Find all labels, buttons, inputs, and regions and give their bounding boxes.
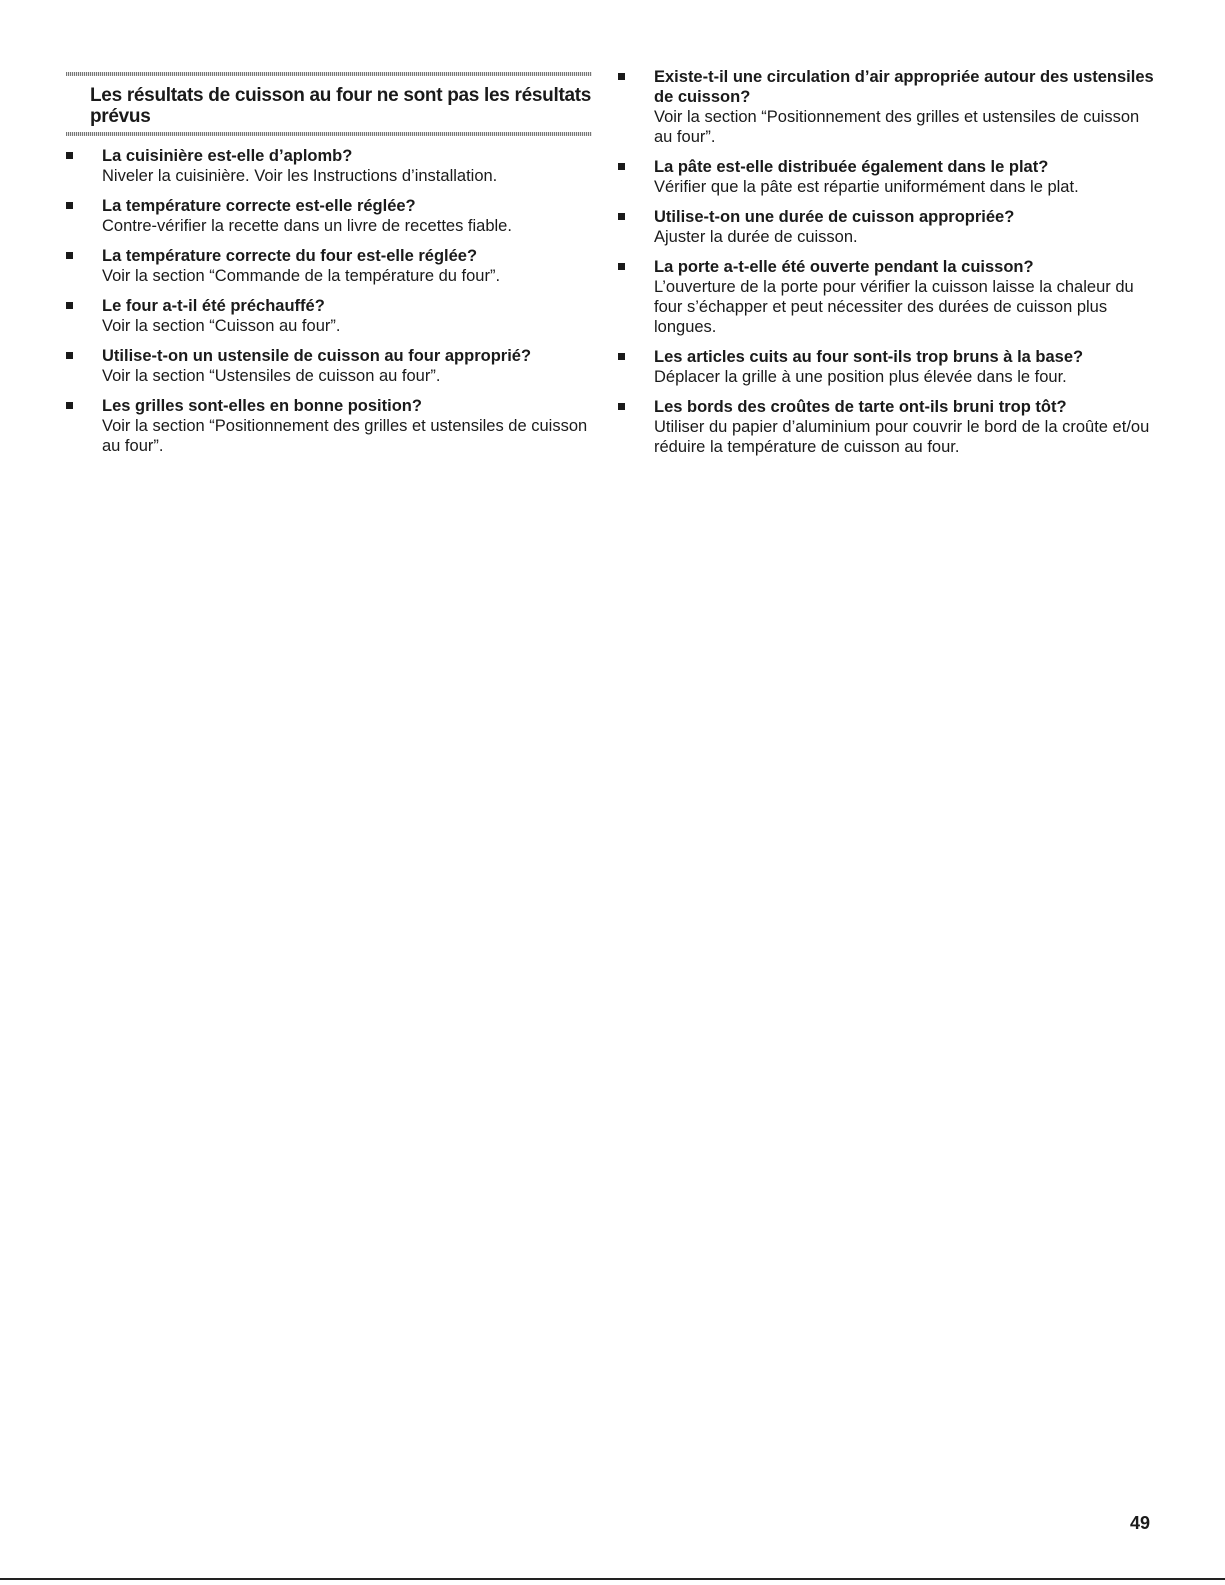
page-number: 49 (1129, 1513, 1150, 1533)
item-answer: Voir la section “Cuisson au four”. (102, 317, 341, 335)
square-bullet-icon (618, 213, 625, 220)
item-question: Utilise-t-on une durée de cuisson appropriée? (654, 208, 1015, 226)
square-bullet-icon (66, 252, 73, 259)
list-item (618, 157, 1158, 197)
item-answer: Voir la section “Positionnement des grilles et ustensiles de cuisson au four”. (102, 417, 588, 455)
square-bullet-icon (66, 152, 73, 159)
item-question: Le four a-t-il été préchauffé? (102, 297, 325, 315)
square-bullet-icon (618, 163, 625, 170)
item-question: Les articles cuits au four sont-ils trop bruns à la base? (654, 348, 1084, 366)
square-bullet-icon (66, 402, 73, 409)
item-answer: Voir la section “Commande de la température du four”. (102, 267, 501, 285)
item-question: Les bords des croûtes de tarte ont-ils bruni trop tôt? (654, 398, 1067, 416)
item-question: La porte a-t-elle été ouverte pendant la cuisson? (654, 258, 1034, 276)
item-answer: Contre-vérifier la recette dans un livre de recettes fiable. (102, 217, 512, 235)
item-answer: Voir la section “Positionnement des grilles et ustensiles de cuisson au four”. (654, 108, 1140, 146)
section-bottom-rule (66, 132, 592, 136)
right-troubleshooting-list (618, 67, 1158, 467)
item-answer: Utiliser du papier d’aluminium pour couvrir le bord de la croûte et/ou réduire la température de cuisson au four. (654, 418, 1150, 456)
list-item (66, 396, 596, 456)
list-item (66, 346, 596, 386)
item-question: La température correcte est-elle réglée? (102, 197, 416, 215)
list-item (618, 67, 1158, 147)
list-item (618, 397, 1158, 457)
list-item (66, 246, 596, 286)
item-answer: Niveler la cuisinière. Voir les Instructions d’installation. (102, 167, 498, 185)
square-bullet-icon (618, 263, 625, 270)
list-item (618, 207, 1158, 247)
item-answer: Déplacer la grille à une position plus élevée dans le four. (654, 368, 1067, 386)
square-bullet-icon (66, 202, 73, 209)
list-item (618, 257, 1158, 337)
item-answer: Ajuster la durée de cuisson. (654, 228, 858, 246)
list-item (66, 146, 596, 186)
item-question: Existe-t-il une circulation d’air appropriée autour des ustensiles de cuisson? (654, 68, 1154, 106)
square-bullet-icon (618, 403, 625, 410)
item-answer: Vérifier que la pâte est répartie uniformément dans le plat. (654, 178, 1079, 196)
list-item (66, 196, 596, 236)
item-answer: Voir la section “Ustensiles de cuisson au four”. (102, 367, 441, 385)
page-bottom-rule (0, 1578, 1225, 1580)
item-question: Les grilles sont-elles en bonne position? (102, 397, 422, 415)
list-item (66, 296, 596, 336)
list-item (618, 347, 1158, 387)
square-bullet-icon (618, 73, 625, 80)
item-question: La pâte est-elle distribuée également dans le plat? (654, 158, 1049, 176)
section-title: Les résultats de cuisson au four ne sont pas les résultats prévus (90, 85, 592, 127)
item-question: La température correcte du four est-elle réglée? (102, 247, 478, 265)
square-bullet-icon (618, 353, 625, 360)
square-bullet-icon (66, 302, 73, 309)
square-bullet-icon (66, 352, 73, 359)
left-troubleshooting-list (66, 146, 596, 466)
item-question: La cuisinière est-elle d’aplomb? (102, 147, 353, 165)
item-answer: L’ouverture de la porte pour vérifier la cuisson laisse la chaleur du four s’échapper et peut nécessiter des durées de cuisson plus longues. (654, 278, 1134, 336)
section-top-rule (66, 72, 592, 76)
item-question: Utilise-t-on un ustensile de cuisson au four approprié? (102, 347, 532, 365)
